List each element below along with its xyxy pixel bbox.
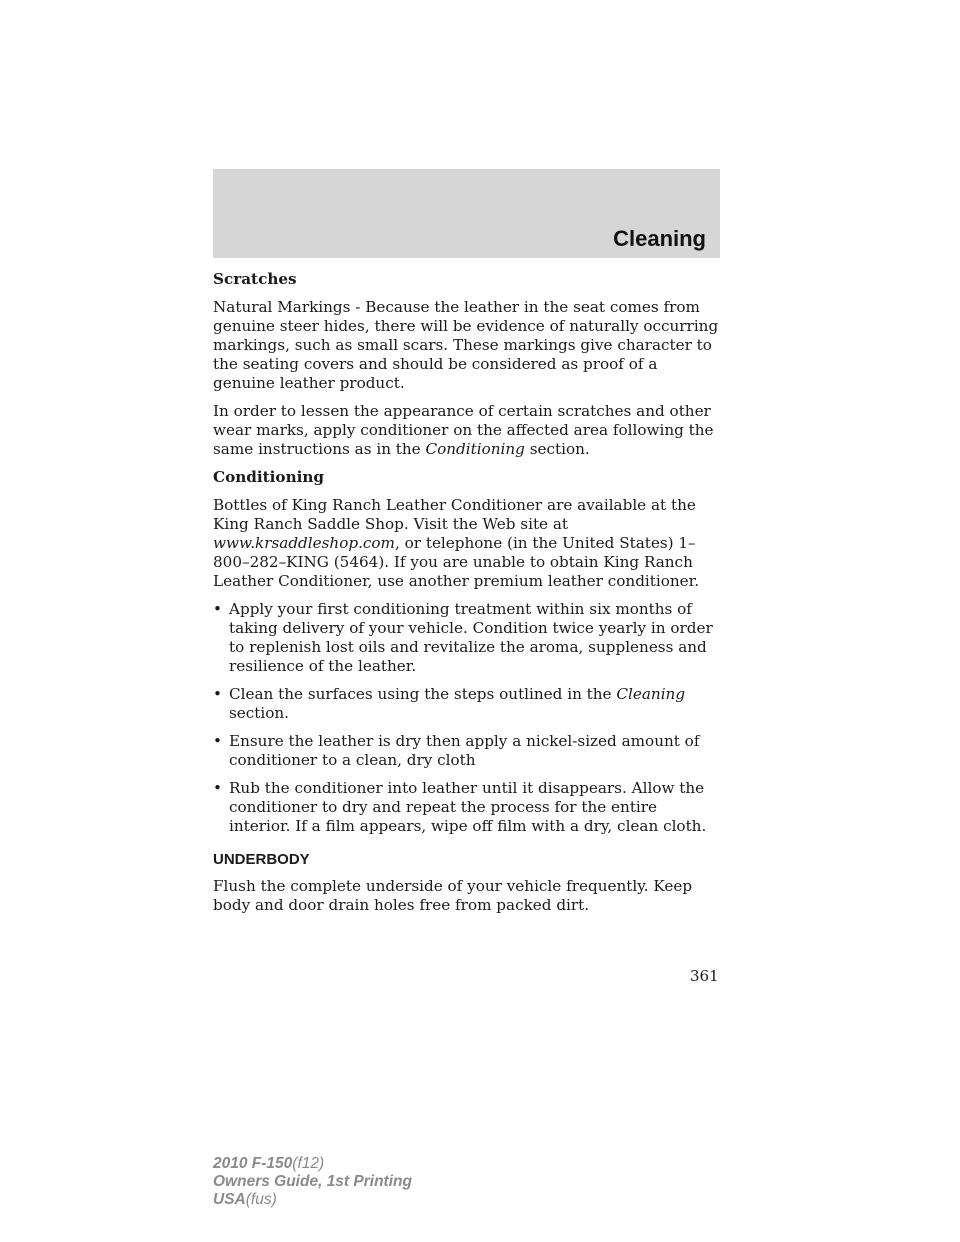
list-item-text-after: section. xyxy=(229,704,290,722)
footer-line-3 xyxy=(213,1191,412,1209)
list-item xyxy=(213,732,723,770)
scratches-heading: Scratches xyxy=(213,270,297,288)
print-footer xyxy=(213,1155,412,1209)
bottles-paragraph xyxy=(213,496,723,591)
page-number: 361 xyxy=(690,967,719,985)
footer-model: 2010 F-150 xyxy=(213,1155,293,1172)
list-item-text: Apply your first conditioning treatment within six months of taking delivery of your vehicle. Condition twice yearly in order to replenish lost oils and revitalize the aroma, suppleness and resilience of the leather. xyxy=(229,600,713,675)
website-link[interactable]: www.krsaddleshop.com xyxy=(213,534,395,552)
conditioning-steps-list xyxy=(213,600,723,836)
footer-model-code: (f12) xyxy=(292,1155,325,1172)
underbody-paragraph: Flush the complete underside of your vehicle frequently. Keep body and door drain holes free from packed dirt. xyxy=(213,877,693,914)
footer-market-code: (fus) xyxy=(245,1191,277,1208)
footer-market: USA xyxy=(213,1191,246,1208)
list-item xyxy=(213,685,723,723)
list-item-text-before: Clean the surfaces using the steps outlined in the xyxy=(229,685,617,703)
natural-markings-paragraph: Natural Markings - Because the leather in the seat comes from genuine steer hides, there will be evidence of naturally occurring markings, such as small scars. These markings give character to the seating covers and should be considered as proof of a genuine leather product. xyxy=(213,298,719,392)
chapter-header-bar xyxy=(213,169,720,258)
list-item xyxy=(213,779,723,836)
lessen-paragraph xyxy=(213,402,723,459)
conditioning-heading: Conditioning xyxy=(213,468,325,486)
bullet-icon: • xyxy=(213,732,222,750)
list-item xyxy=(213,600,723,676)
underbody-heading: UNDERBODY xyxy=(213,851,310,868)
footer-line-1 xyxy=(213,1155,412,1173)
cleaning-reference: Cleaning xyxy=(616,685,686,703)
list-item-text: Rub the conditioner into leather until it disappears. Allow the conditioner to dry and repeat the process for the entire interior. If a film appears, wipe off film with a dry, clean cloth. xyxy=(229,779,707,835)
conditioning-reference: Conditioning xyxy=(425,440,525,458)
lessen-text-before: In order to lessen the appearance of certain scratches and other wear marks, apply conditioner on the affected area following the same instructions as in the xyxy=(213,402,714,458)
bullet-icon: • xyxy=(213,779,222,797)
bottles-text-before: Bottles of King Ranch Leather Conditioner are available at the King Ranch Saddle Shop. Visit the Web site at xyxy=(213,496,696,533)
page-content xyxy=(213,270,723,924)
list-item-text: Ensure the leather is dry then apply a nickel-sized amount of conditioner to a clean, dry cloth xyxy=(229,732,700,769)
bottles-text-after: , or telephone (in the United States) 1–800–282–KING (5464). If you are unable to obtain King Ranch Leather Conditioner, use another premium leather conditioner. xyxy=(213,534,700,590)
bullet-icon: • xyxy=(213,685,222,703)
bullet-icon: • xyxy=(213,600,222,618)
footer-line-2: Owners Guide, 1st Printing xyxy=(213,1173,412,1190)
lessen-text-after: section. xyxy=(524,440,590,458)
chapter-title: Cleaning xyxy=(613,226,706,251)
